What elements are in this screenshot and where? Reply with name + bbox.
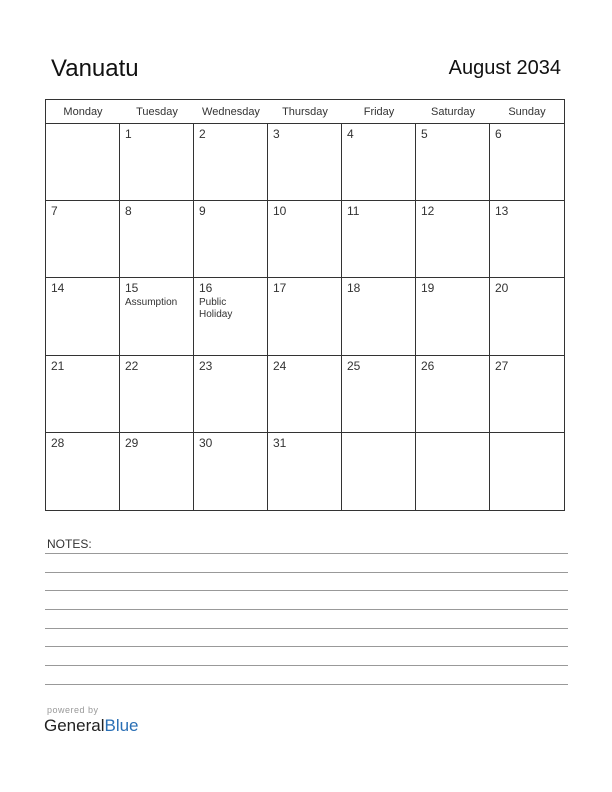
- day-number: 30: [199, 435, 213, 450]
- powered-by-text: powered by: [47, 705, 99, 715]
- month-title: August 2034: [448, 57, 561, 79]
- day-number: 9: [199, 204, 206, 219]
- day-number: 26: [421, 358, 435, 373]
- day-cell[interactable]: [120, 278, 194, 355]
- day-cell[interactable]: [342, 124, 416, 201]
- day-number: 17: [273, 281, 287, 296]
- day-cell[interactable]: [416, 278, 490, 355]
- note-line: [45, 553, 568, 554]
- day-number: 1: [125, 127, 132, 141]
- day-number: 4: [347, 127, 354, 141]
- day-cell[interactable]: [416, 201, 490, 278]
- generalblue-logo[interactable]: [44, 716, 139, 736]
- country-title: Vanuatu: [51, 55, 139, 82]
- day-cell[interactable]: [268, 124, 342, 201]
- note-line: [45, 684, 568, 685]
- day-cell[interactable]: [120, 201, 194, 278]
- day-cell[interactable]: [268, 201, 342, 278]
- note-line: [45, 646, 568, 647]
- day-number: 18: [347, 281, 361, 296]
- day-number: 20: [495, 281, 509, 296]
- day-cell[interactable]: [342, 278, 416, 355]
- day-number: 7: [51, 204, 58, 219]
- day-number: 14: [51, 281, 65, 296]
- weekday-header: Thursday: [268, 100, 342, 124]
- weekday-header: Wednesday: [194, 100, 268, 124]
- brand-general: General: [44, 716, 105, 735]
- day-number: 31: [273, 435, 287, 450]
- holiday-label: Assumption: [125, 297, 178, 309]
- note-line: [45, 609, 568, 610]
- weekday-header: Tuesday: [120, 100, 194, 124]
- day-cell[interactable]: [268, 278, 342, 355]
- day-number: 5: [421, 127, 428, 141]
- day-cell[interactable]: [490, 201, 564, 278]
- day-cell[interactable]: [120, 124, 194, 201]
- holiday-label: Public Holiday: [199, 297, 233, 321]
- day-cell[interactable]: [416, 356, 490, 433]
- day-number: 29: [125, 435, 139, 450]
- day-number: 21: [51, 358, 65, 373]
- day-cell[interactable]: [120, 356, 194, 433]
- day-number: 11: [347, 204, 360, 219]
- calendar-grid: [45, 99, 565, 511]
- day-number: 28: [51, 435, 65, 450]
- day-cell[interactable]: [342, 356, 416, 433]
- day-cell[interactable]: [268, 356, 342, 433]
- day-cell[interactable]: [194, 278, 268, 355]
- day-cell[interactable]: [46, 124, 120, 201]
- day-cell[interactable]: [490, 356, 564, 433]
- day-number: 2: [199, 127, 206, 141]
- day-number: 3: [273, 127, 280, 141]
- day-number: 13: [495, 204, 509, 219]
- day-cell[interactable]: [46, 356, 120, 433]
- day-cell[interactable]: [416, 433, 490, 510]
- day-number: 22: [125, 358, 139, 373]
- day-cell[interactable]: [120, 433, 194, 510]
- day-cell[interactable]: [490, 124, 564, 201]
- day-cell[interactable]: [342, 201, 416, 278]
- day-cell[interactable]: [268, 433, 342, 510]
- day-number: 10: [273, 204, 287, 219]
- weekday-header: Friday: [342, 100, 416, 124]
- day-number: 16: [199, 281, 213, 296]
- day-cell[interactable]: [490, 433, 564, 510]
- weekday-header: Sunday: [490, 100, 564, 124]
- day-cell[interactable]: [342, 433, 416, 510]
- day-number: 8: [125, 204, 132, 219]
- weekday-header: Saturday: [416, 100, 490, 124]
- day-cell[interactable]: [416, 124, 490, 201]
- day-number: 12: [421, 204, 435, 219]
- day-cell[interactable]: [46, 278, 120, 355]
- note-line: [45, 572, 568, 573]
- day-number: 25: [347, 358, 361, 373]
- day-cell[interactable]: [490, 278, 564, 355]
- note-line: [45, 628, 568, 629]
- day-cell[interactable]: [194, 124, 268, 201]
- day-cell[interactable]: [46, 433, 120, 510]
- notes-label: NOTES:: [47, 537, 92, 551]
- day-cell[interactable]: [194, 433, 268, 510]
- day-cell[interactable]: [46, 201, 120, 278]
- day-number: 23: [199, 358, 213, 373]
- note-line: [45, 590, 568, 591]
- day-cell[interactable]: [194, 201, 268, 278]
- note-line: [45, 665, 568, 666]
- brand-blue: Blue: [104, 716, 139, 735]
- weekday-header: Monday: [46, 100, 120, 124]
- day-cell[interactable]: [194, 356, 268, 433]
- day-number: 19: [421, 281, 435, 296]
- day-number: 24: [273, 358, 287, 373]
- day-number: 27: [495, 358, 509, 373]
- day-number: 6: [495, 127, 502, 141]
- day-number: 15: [125, 281, 139, 296]
